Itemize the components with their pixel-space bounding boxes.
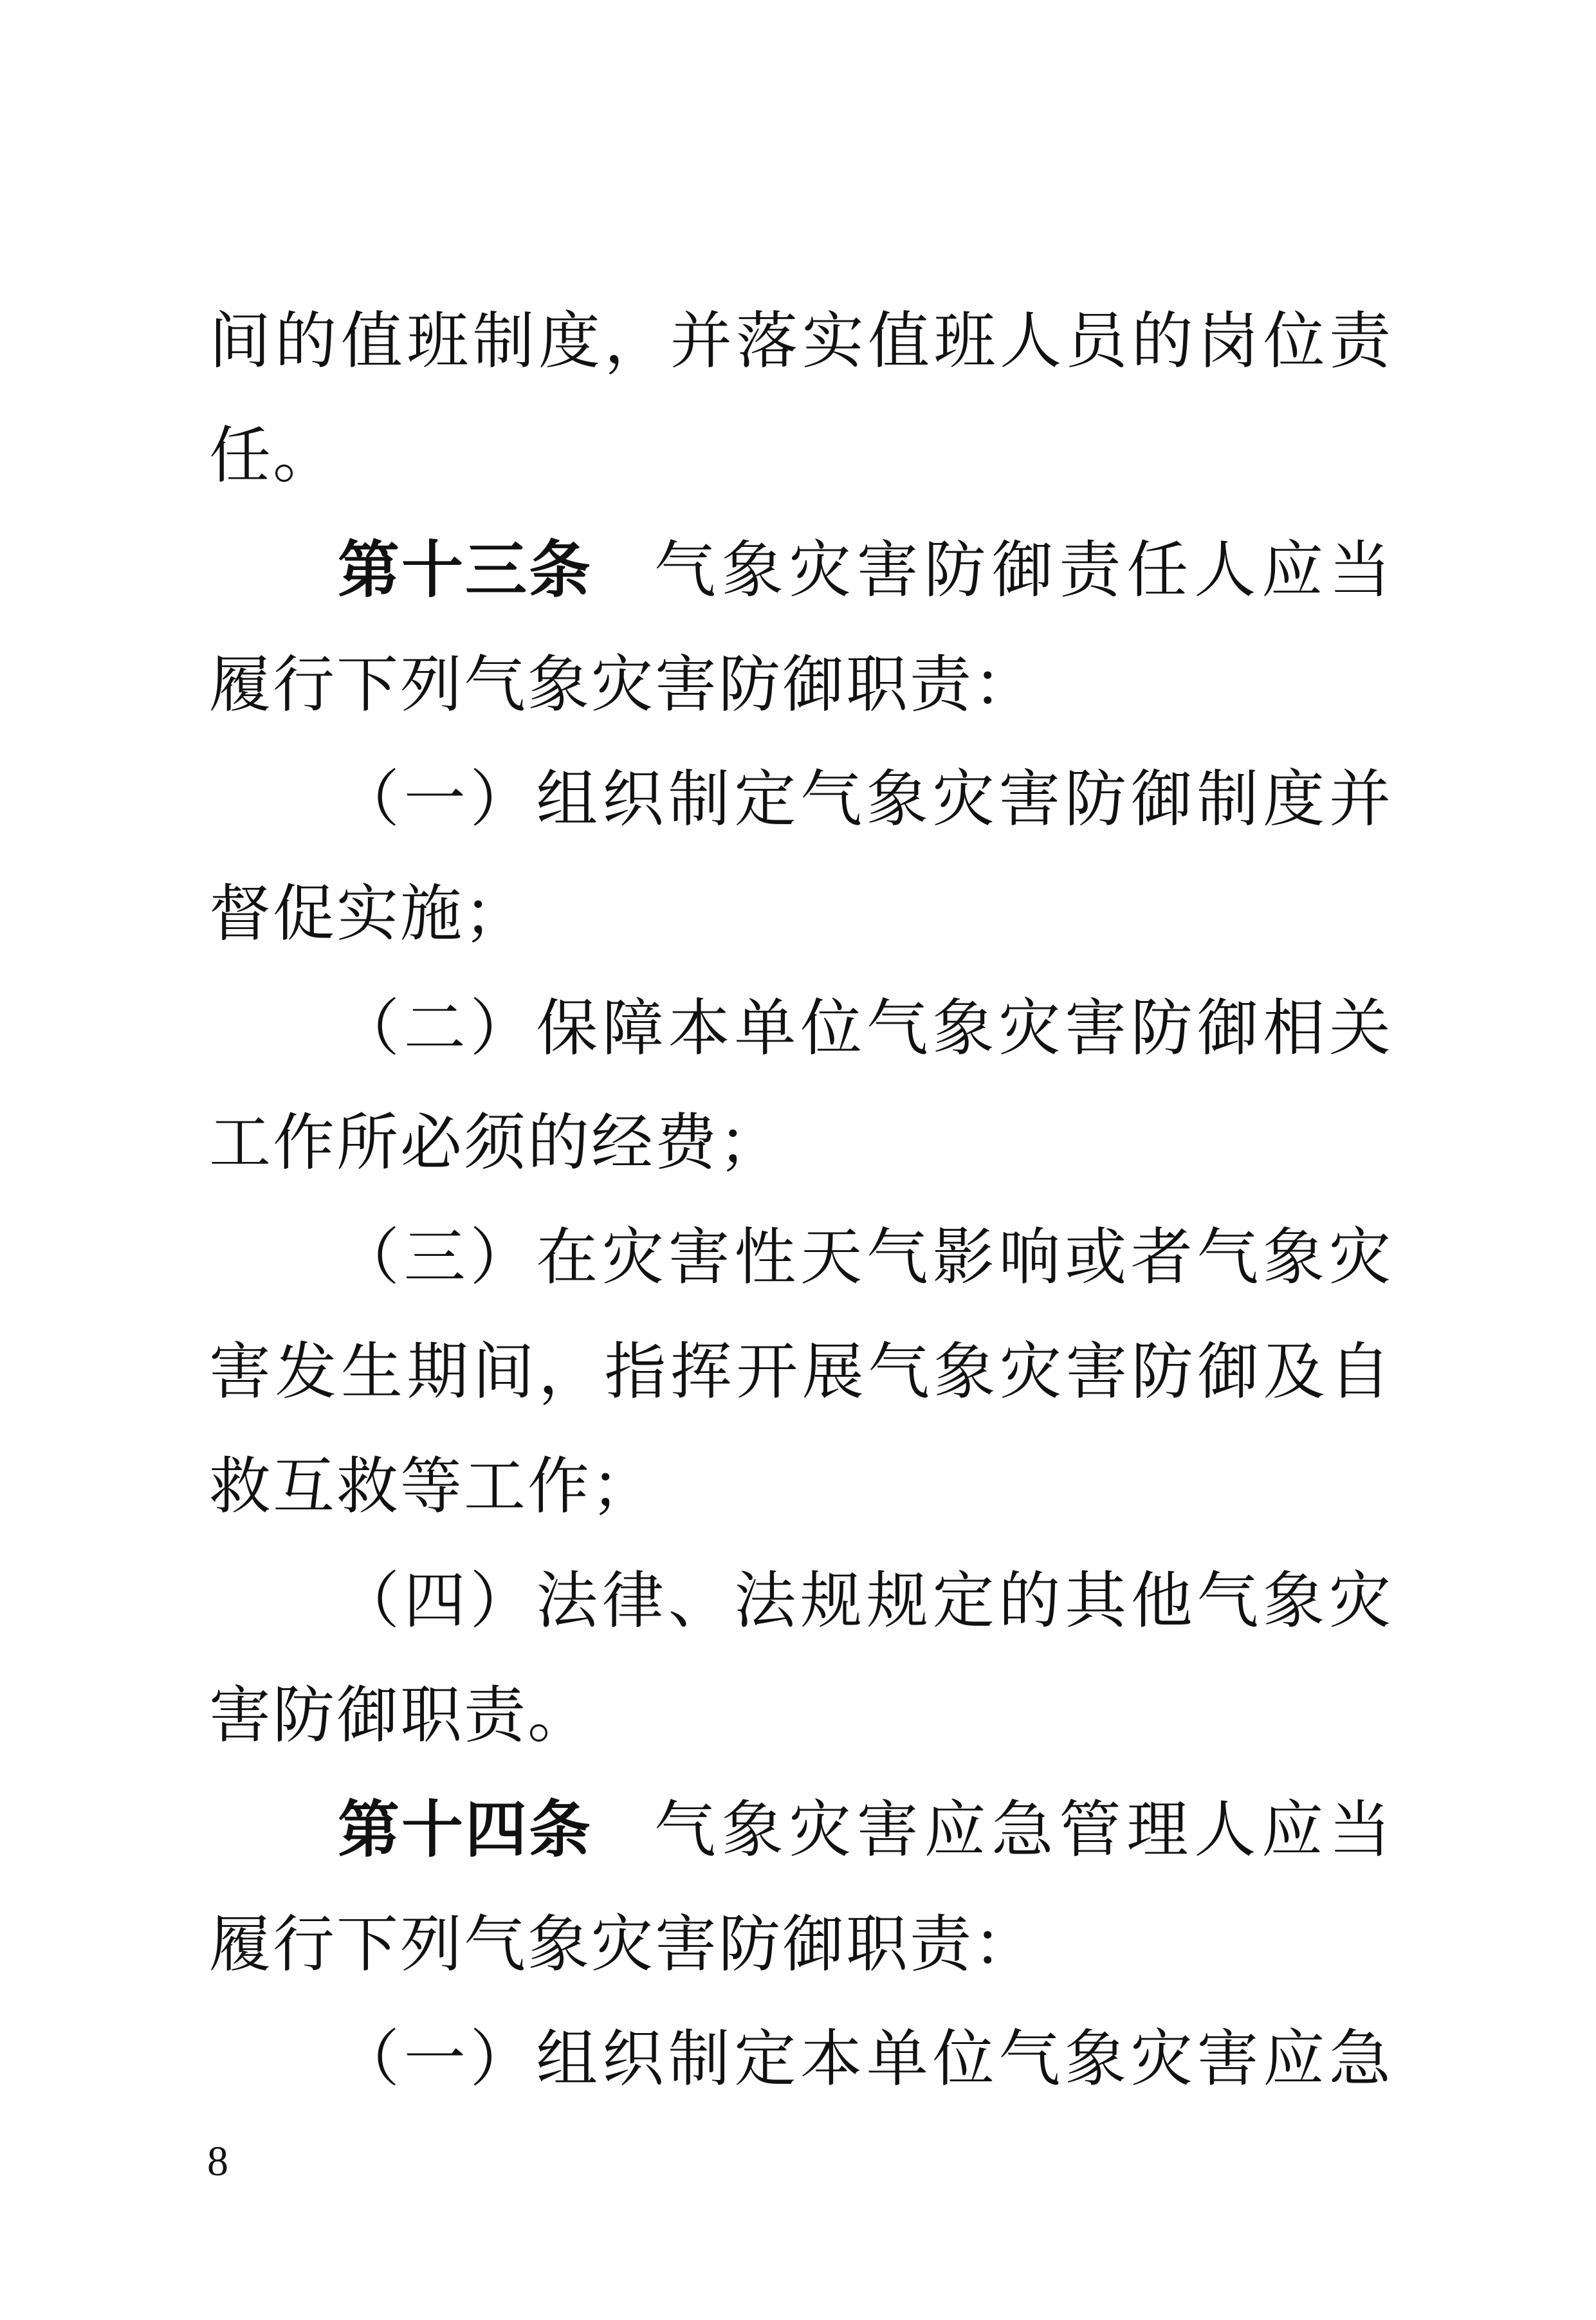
text-line: 救互救等工作； [209,1450,655,1522]
list-item-line: （三）在灾害性天气影响或者气象灾 [338,1221,1393,1293]
text-line: 履行下列气象灾害防御职责： [209,649,1037,721]
article-heading: 第十四条 [338,1794,592,1866]
text-line: 害防御职责。 [209,1679,591,1751]
article-text: 气象灾害应急管理人应当 [650,1794,1393,1866]
article-heading: 第十三条 [338,534,592,606]
text-line: 害发生期间，指挥开展气象灾害防御及自 [209,1336,1393,1408]
list-item-line: （一）组织制定本单位气象灾害应急 [338,2023,1393,2095]
list-item-line: （一）组织制定气象灾害防御制度并 [338,763,1393,835]
text-line: 工作所必须的经费； [209,1107,782,1179]
article-13-line [338,531,1393,609]
text-line: 履行下列气象灾害防御职责： [209,1908,1037,1980]
text-line: 间的值班制度，并落实值班人员的岗位责 [209,305,1393,377]
article-text: 气象灾害防御责任人应当 [650,534,1393,606]
list-item-line: （四）法律、法规规定的其他气象灾 [338,1565,1393,1637]
text-line: 督促实施； [209,878,527,950]
text-line: 任。 [209,419,336,492]
article-14-line [338,1791,1393,1868]
list-item-line: （二）保障本单位气象灾害防御相关 [338,992,1393,1064]
page-number: 8 [207,2138,228,2185]
